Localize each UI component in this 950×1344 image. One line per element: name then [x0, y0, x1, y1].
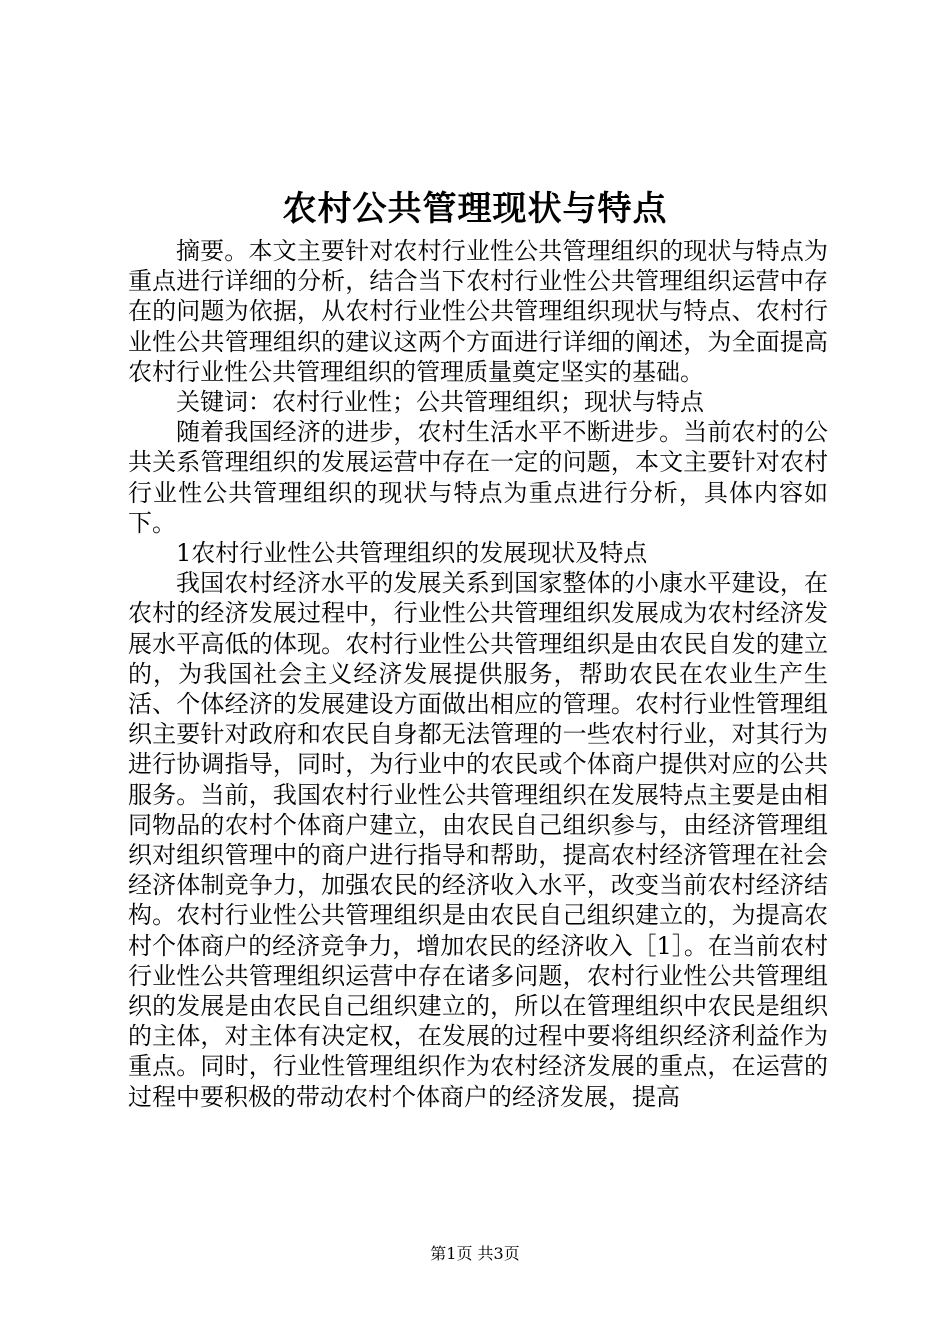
document-body: [128, 236, 828, 1112]
body-paragraph: 我国农村经济水平的发展关系到国家整体的小康水平建设，在农村的经济发展过程中，行业性公共管理组织发展成为农村经济发展水平高低的体现。农村行业性公共管理组织是由农民自发的建立的，为我国社会主义经济发展提供服务，帮助农民在农业生产生活、个体经济的发展建设方面做出相应的管理。农村行业性管理组织主要针对政府和农民自身都无法管理的一些农村行业，对其行为进行协调指导，同时，为行业中的农民或个体商户提供对应的公共服务。当前，我国农村行业性公共管理组织在发展特点主要是由相同物品的农村个体商户建立，由农民自己组织参与，由经济管理组织对组织管理中的商户进行指导和帮助，提高农村经济管理在社会经济体制竞争力，加强农民的经济收入水平，改变当前农村经济结构。农村行业性公共管理组织是由农民自己组织建立的，为提高农村个体商户的经济竞争力，增加农民的经济收入［1］。在当前农村行业性公共管理组织运营中存在诸多问题，农村行业性公共管理组织的发展是由农民自己组织建立的，所以在管理组织中农民是组织的主体，对主体有决定权，在发展的过程中要将组织经济利益作为重点。同时，行业性管理组织作为农村经济发展的重点，在运营的过程中要积极的带动农村个体商户的经济发展，提高: [128, 569, 828, 1111]
keywords-paragraph: 关键词：农村行业性；公共管理组织；现状与特点: [176, 388, 704, 417]
document-title: 农村公共管理现状与特点: [282, 189, 668, 229]
page-number-footer: 第1页 共3页: [430, 1244, 520, 1263]
intro-paragraph: 随着我国经济的进步，农村生活水平不断进步。当前农村的公共关系管理组织的发展运营中存在一定的问题，本文主要针对农村行业性公共管理组织的现状与特点为重点进行分析，具体内容如下。: [128, 418, 828, 537]
abstract-paragraph: 摘要。本文主要针对农村行业性公共管理组织的现状与特点为重点进行详细的分析，结合当下农村行业性公共管理组织运营中存在的问题为依据，从农村行业性公共管理组织现状与特点、农村行业性公共管理组织的建议这两个方面进行详细的阐述，为全面提高农村行业性公共管理组织的管理质量奠定坚实的基础。: [128, 237, 828, 386]
section-heading: 1农村行业性公共管理组织的发展现状及特点: [176, 539, 648, 568]
